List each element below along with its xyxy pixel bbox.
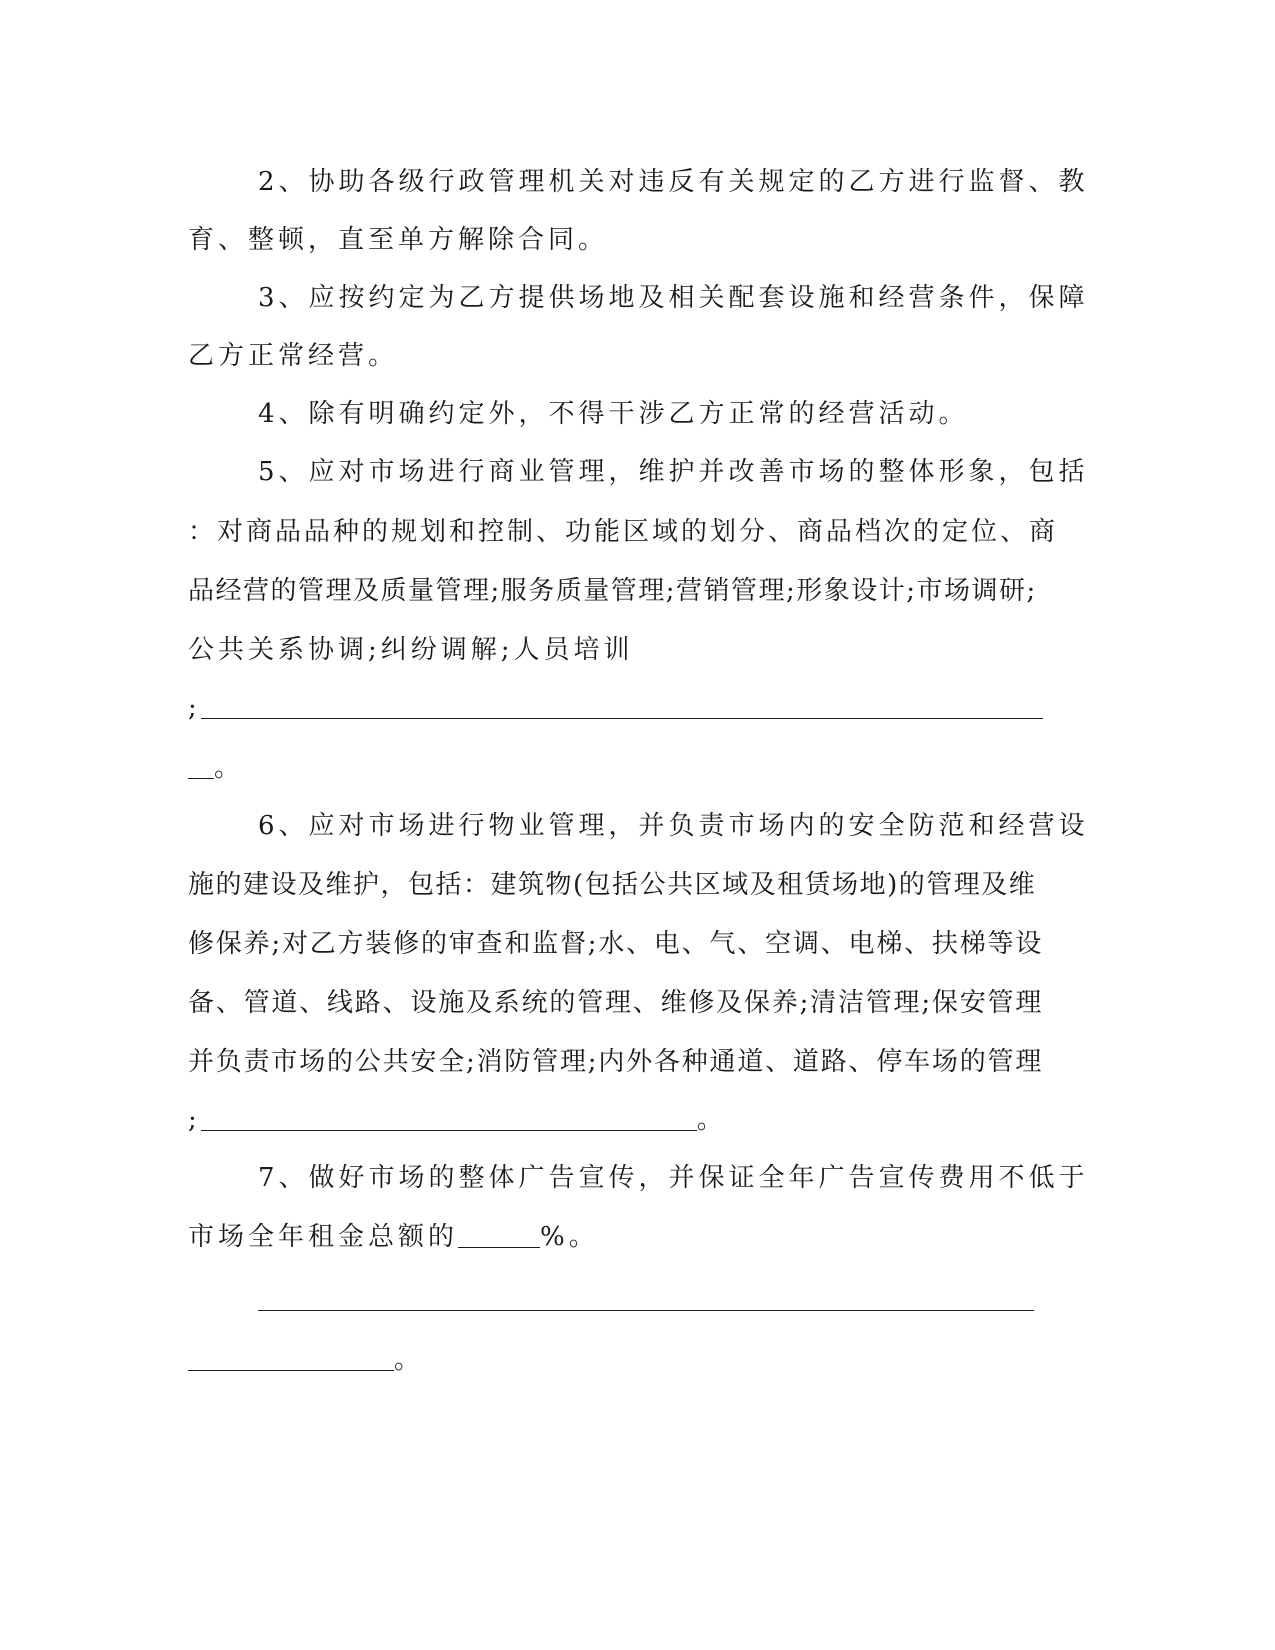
item-7-text: 市场全年租金总额的 [188,1222,459,1252]
item-3-line-1: 3、应按约定为乙方提供场地及相关配套设施和经营条件，保障 [258,283,1089,313]
fill-in-blank[interactable] [258,1280,1034,1311]
item-7-line-1: 7、做好市场的整体广告宣传，并保证全年广告宣传费用不低于 [258,1163,1089,1193]
period-text: 。 [214,753,245,783]
item-2-line-1: 2、协助各级行政管理机关对违反有关规定的乙方进行监督、教 [258,167,1089,197]
item-5-line-3: 品经营的管理及质量管理;服务质量管理;营销管理;形象设计;市场调研; [188,576,1037,606]
item-7-line-2 [188,1217,599,1257]
semicolon-text: ; [188,1105,201,1135]
item-5-line-2: ：对商品品种的规划和控制、功能区域的划分、商品档次的定位、商 [188,517,1059,547]
percentage-blank[interactable] [458,1217,540,1248]
item-2-line-2: 育、整顿，直至单方解除合同。 [188,225,609,255]
item-4-line-1: 4、除有明确约定外，不得干涉乙方正常的经营活动。 [258,399,969,429]
item-5-line-1: 5、应对市场进行商业管理，维护并改善市场的整体形象，包括 [258,457,1089,487]
fill-in-blank[interactable] [188,1340,394,1371]
percent-text: %。 [540,1222,599,1252]
item-6-blank-line [188,1100,727,1140]
semicolon-text: ; [188,693,201,723]
item-3-line-2: 乙方正常经营。 [188,341,399,371]
fill-in-blank[interactable] [188,748,214,779]
item-6-line-2: 施的建设及维护，包括：建筑物(包括公共区域及租赁场地)的管理及维 [188,870,1037,900]
fill-in-blank[interactable] [201,688,1043,719]
item-5-blank-end [188,748,244,788]
item-8-blank-end [188,1340,424,1380]
item-5-blank-line [188,688,1043,728]
item-6-line-5: 并负责市场的公共安全;消防管理;内外各种通道、道路、停车场的管理 [188,1047,1044,1077]
item-5-line-4: 公共关系协调;纠纷调解;人员培训 [188,635,634,665]
period-text: 。 [394,1345,425,1375]
fill-in-blank[interactable] [201,1100,697,1131]
item-6-line-1: 6、应对市场进行物业管理，并负责市场内的安全防范和经营设 [258,811,1089,841]
period-text: 。 [696,1105,727,1135]
item-6-line-4: 备、管道、线路、设施及系统的管理、维修及保养;清洁管理;保安管理 [188,988,1044,1018]
item-8-blank-line [258,1280,1034,1320]
item-6-line-3: 修保养;对乙方装修的审查和监督;水、电、气、空调、电梯、扶梯等设 [188,929,1044,959]
